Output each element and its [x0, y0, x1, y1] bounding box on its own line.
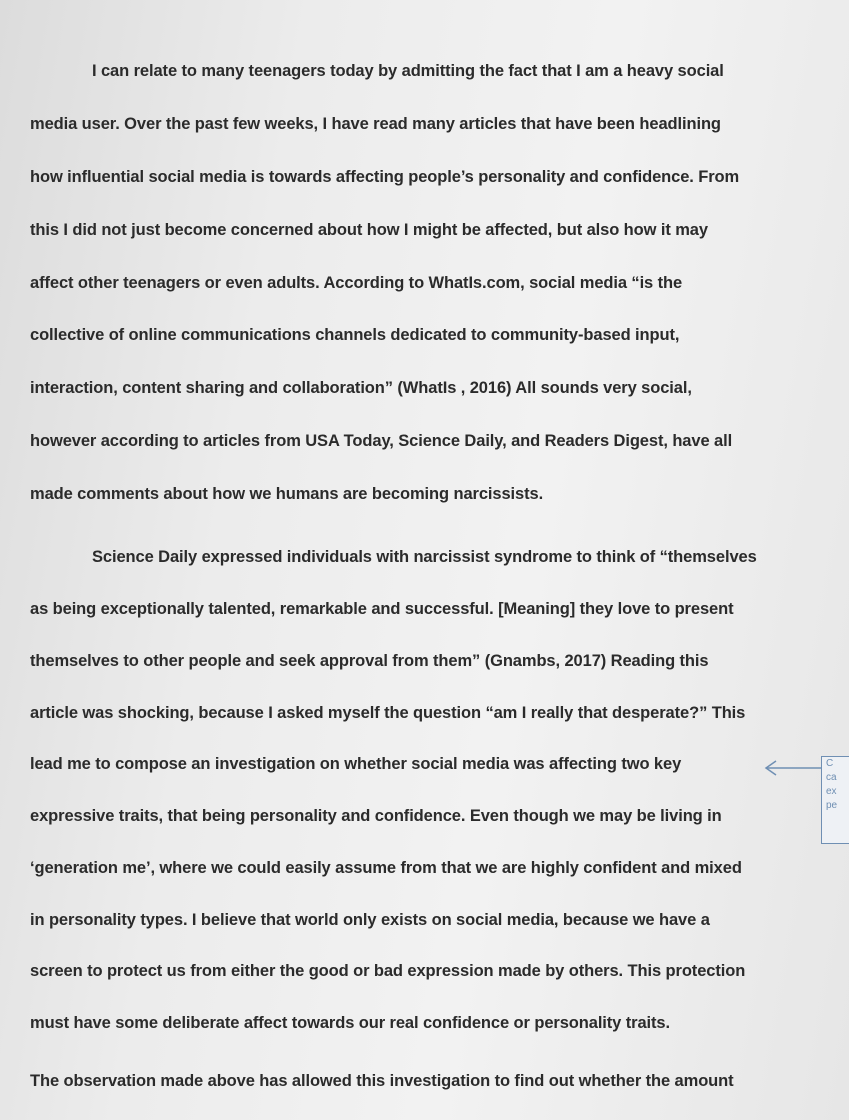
paragraph-1-line-5: affect other teenagers or even adults. According to WhatIs.com, social media “is the — [30, 274, 683, 292]
paragraph-1-line-4: this I did not just become concerned about how I might be affected, but also how it may — [30, 221, 708, 239]
paragraph-1-line-7: interaction, content sharing and collaboration” (WhatIs , 2016) All sounds very social, — [30, 379, 692, 397]
paragraph-3-line-1: The observation made above has allowed this investigation to find out whether the amount — [30, 1072, 734, 1090]
comment-line: ex — [826, 786, 837, 797]
paragraph-2-line-8: in personality types. I believe that world only exists on social media, because we have a — [30, 911, 710, 929]
paragraph-2-line-7: ‘generation me’, where we could easily assume from that we are highly confident and mixed — [30, 859, 742, 877]
paragraph-2-line-9: screen to protect us from either the good or bad expression made by others. This protection — [30, 962, 746, 980]
paragraph-2-line-4: article was shocking, because I asked myself the question “am I really that desperate?” This — [30, 704, 746, 722]
paragraph-1-line-2: media user. Over the past few weeks, I have read many articles that have been headlining — [30, 115, 721, 133]
comment-line: pe — [826, 800, 838, 811]
paragraph-2-line-3: themselves to other people and seek approval from them” (Gnambs, 2017) Reading this — [30, 652, 709, 670]
paragraph-2-line-6: expressive traits, that being personality and confidence. Even though we may be living in — [30, 807, 722, 825]
paragraph-2-line-10: must have some deliberate affect towards our real confidence or personality traits. — [30, 1014, 670, 1032]
paragraph-2-line-1: Science Daily expressed individuals with narcissist syndrome to think of “themselves — [92, 548, 757, 566]
margin-comment[interactable] — [821, 756, 849, 844]
paragraph-1-line-9: made comments about how we humans are becoming narcissists. — [30, 485, 544, 503]
comment-line: ca — [826, 772, 837, 783]
comment-arrow-icon — [764, 759, 822, 777]
paragraph-2-line-5: lead me to compose an investigation on whether social media was affecting two key — [30, 755, 682, 773]
paragraph-1-line-3: how influential social media is towards affecting people’s personality and confidence. From — [30, 168, 740, 186]
paragraph-1-line-8: however according to articles from USA Today, Science Daily, and Readers Digest, have all — [30, 432, 733, 450]
comment-line: C — [826, 758, 834, 769]
paragraph-1-line-1: I can relate to many teenagers today by admitting the fact that I am a heavy social — [92, 62, 724, 80]
paragraph-2-line-2: as being exceptionally talented, remarkable and successful. [Meaning] they love to present — [30, 600, 734, 618]
paragraph-1-line-6: collective of online communications channels dedicated to community-based input, — [30, 326, 680, 344]
